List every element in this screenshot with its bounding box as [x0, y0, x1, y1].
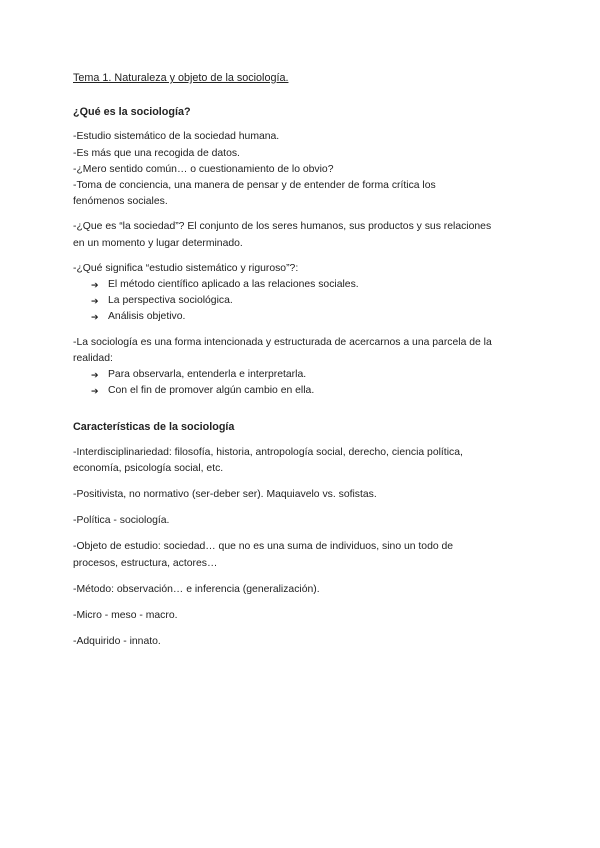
adquirido-paragraph: -Adquirido - innato. [73, 636, 161, 648]
sociedad-line: en un momento y lugar determinado. [73, 237, 243, 249]
definition-lines [73, 129, 533, 210]
section-heading-caracteristicas: Características de la sociología [73, 421, 235, 434]
arrow-right-icon: ➔ [91, 370, 99, 381]
forma-line: realidad: [73, 352, 113, 364]
interdisciplinariedad-paragraph [73, 445, 533, 477]
estudio-intro: -¿Qué significa “estudio sistemático y riguroso”?: [73, 262, 299, 274]
definition-line: -Toma de conciencia, una manera de pensar y de entender de forma crítica los [73, 180, 436, 192]
forma-list [73, 367, 533, 399]
text-line: -Interdisciplinariedad: filosofía, historia, antropología social, derecho, ciencia política, [73, 446, 463, 458]
forma-paragraph [73, 335, 533, 400]
list-item: ➔ La perspectiva sociológica. [73, 293, 533, 309]
arrow-right-icon: ➔ [91, 280, 99, 291]
metodo-paragraph: -Método: observación… e inferencia (generalización). [73, 583, 320, 595]
list-item: ➔ Con el fin de promover algún cambio en ella. [73, 383, 533, 399]
sociedad-paragraph [73, 219, 533, 251]
politica-paragraph: -Política - sociología. [73, 515, 170, 527]
text-line: -Objeto de estudio: sociedad… que no es una suma de individuos, sino un todo de [73, 541, 454, 553]
document-page [73, 70, 533, 660]
text-line: procesos, estructura, actores… [73, 557, 218, 569]
definition-line: fenómenos sociales. [73, 196, 168, 208]
micro-paragraph: -Micro - meso - macro. [73, 610, 178, 622]
definition-line: -Estudio sistemático de la sociedad humana. [73, 131, 280, 143]
text-line: economía, psicología social, etc. [73, 462, 224, 474]
arrow-right-icon: ➔ [91, 312, 99, 323]
section-heading-que-es: ¿Qué es la sociología? [73, 106, 191, 119]
estudio-paragraph [73, 261, 533, 326]
document-title: Tema 1. Naturaleza y objeto de la sociología. [73, 72, 289, 84]
forma-line: -La sociología es una forma intencionada y estructurada de acercarnos a una parcela de la [73, 336, 492, 348]
arrow-right-icon: ➔ [91, 296, 99, 307]
positivista-paragraph: -Positivista, no normativo (ser-deber ser). Maquiavelo vs. sofistas. [73, 489, 377, 501]
sociedad-line: -¿Que es “la sociedad”? El conjunto de los seres humanos, sus productos y sus relaciones [73, 221, 492, 233]
definition-line: -¿Mero sentido común… o cuestionamiento de lo obvio? [73, 163, 334, 175]
definition-line: -Es más que una recogida de datos. [73, 147, 240, 159]
list-item: ➔ Análisis objetivo. [73, 309, 533, 325]
arrow-right-icon: ➔ [91, 386, 99, 397]
list-item: ➔ Para observarla, entenderla e interpretarla. [73, 367, 533, 383]
estudio-list [73, 277, 533, 326]
list-item: ➔ El método científico aplicado a las relaciones sociales. [73, 277, 533, 293]
objeto-paragraph [73, 539, 533, 571]
